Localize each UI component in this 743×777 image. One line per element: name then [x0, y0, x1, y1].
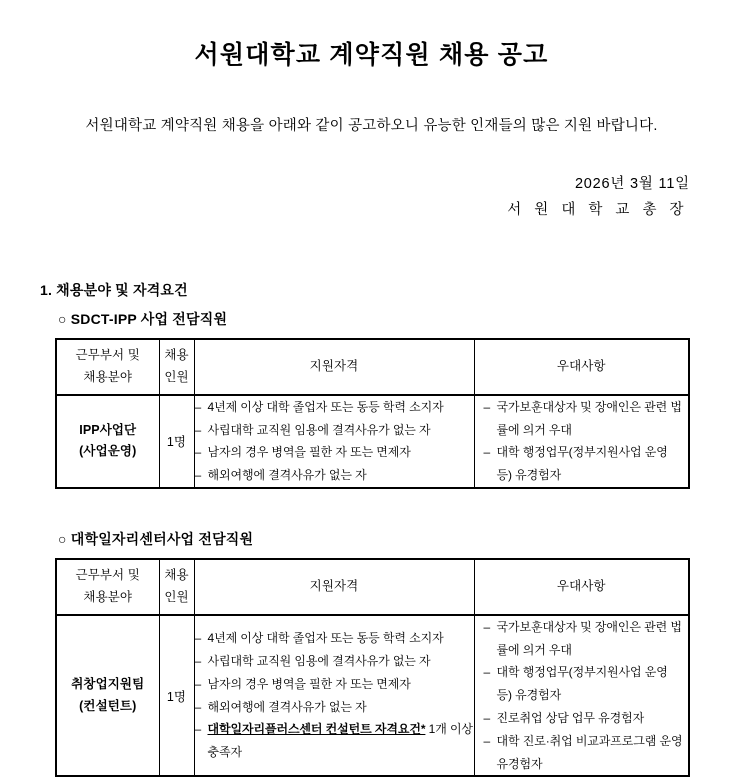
- list-item: – 국가보훈대상자 및 장애인은 관련 법률에 의거 우대: [484, 396, 684, 442]
- list-item: – 대학 진로·취업 비교과프로그램 운영 유경험자: [484, 730, 684, 776]
- list-item: – 해외여행에 결격사유가 없는 자: [195, 464, 474, 487]
- department-role: (사업운영): [79, 444, 137, 459]
- department-name: 취창업지원팀: [71, 677, 145, 692]
- department-role: (컨설턴트): [79, 698, 137, 713]
- list-item: – 사립대학 교직원 임용에 결격사유가 없는 자: [195, 650, 474, 673]
- header-department-line2: 채용분야: [83, 369, 133, 384]
- header-count-line1: 채용: [164, 567, 189, 582]
- subsection-heading-1: [0, 300, 743, 329]
- section-spacer: [0, 489, 743, 529]
- subsection-label-1: SDCT-IPP 사업 전담직원: [70, 311, 228, 328]
- header-department-line1: 근무부서 및: [75, 567, 140, 582]
- table-wrapper-1: [0, 329, 743, 489]
- list-item: – 대학 행정업무(정부지원사업 운영 등) 유경험자: [484, 661, 684, 707]
- list-item: – 진로취업 상담 업무 유경험자: [484, 707, 684, 730]
- cell-department: [56, 395, 159, 488]
- list-item: – 남자의 경우 병역을 필한 자 또는 면제자: [195, 441, 474, 464]
- circle-bullet-icon: ○: [58, 311, 67, 328]
- cell-qualification: [194, 615, 474, 777]
- list-item: – 해외여행에 결격사유가 없는 자: [195, 696, 474, 719]
- preference-list: [484, 616, 684, 776]
- list-item: – 사립대학 교직원 임용에 결격사유가 없는 자: [195, 419, 474, 442]
- section-heading-1: 1. 채용분야 및 자격요건: [40, 282, 188, 299]
- department-name: IPP사업단: [79, 423, 137, 438]
- header-department: [56, 559, 159, 615]
- qualification-list: [195, 396, 474, 487]
- subsection-label-2: 대학일자리센터사업 전담직원: [70, 530, 254, 547]
- list-item: – 대학 행정업무(정부지원사업 운영 등) 유경험자: [484, 441, 684, 487]
- qualification-emphasis-trailing: 1개 이상 충족자: [207, 722, 473, 760]
- header-department-line2: 채용분야: [83, 589, 133, 604]
- notice-date: 2026년 3월 11일: [574, 176, 690, 193]
- header-preference: 우대사항: [474, 559, 689, 615]
- list-item: – 남자의 경우 병역을 필한 자 또는 면제자: [195, 673, 474, 696]
- list-item-emphasized: [195, 718, 474, 764]
- qualification-emphasis: 대학일자리플러스센터 컨설턴트 자격요건*: [207, 722, 426, 737]
- header-count-line2: 인원: [164, 589, 189, 604]
- recruitment-table-2: [55, 558, 690, 777]
- cell-qualification: [194, 395, 474, 488]
- header-preference: 우대사항: [474, 339, 689, 395]
- table-row: [56, 615, 689, 777]
- qualification-list: [195, 627, 474, 764]
- table-wrapper-2: [0, 549, 743, 777]
- issuer-name: 서 원 대 학 교 총 장: [507, 201, 688, 218]
- header-count-line1: 채용: [164, 348, 189, 363]
- header-count: [159, 339, 194, 395]
- cell-count: 1명: [159, 395, 194, 488]
- table-row: [56, 395, 689, 488]
- list-item: – 국가보훈대상자 및 장애인은 관련 법률에 의거 우대: [484, 616, 684, 662]
- circle-bullet-icon: ○: [58, 530, 67, 547]
- list-item: – 4년제 이상 대학 졸업자 또는 동등 학력 소지자: [195, 396, 474, 419]
- header-department: [56, 339, 159, 395]
- cell-count: 1명: [159, 615, 194, 777]
- cell-preference: [474, 395, 689, 488]
- list-item: – 4년제 이상 대학 졸업자 또는 동등 학력 소지자: [195, 627, 474, 650]
- table-header-row: [56, 339, 689, 395]
- page-title: 서원대학교 계약직원 채용 공고: [194, 41, 549, 69]
- header-qualification: 지원자격: [194, 559, 474, 615]
- intro-paragraph: 서원대학교 계약직원 채용을 아래와 같이 공고하오니 유능한 인재들의 많은 지원 바랍니다.: [85, 118, 658, 134]
- header-count: [159, 559, 194, 615]
- header-department-line1: 근무부서 및: [75, 348, 140, 363]
- header-qualification: 지원자격: [194, 339, 474, 395]
- cell-preference: [474, 615, 689, 777]
- cell-department: [56, 615, 159, 777]
- signature-block: [0, 136, 743, 223]
- recruitment-table-1: [55, 338, 690, 489]
- table-header-row: [56, 559, 689, 615]
- subsection-heading-2: [0, 529, 743, 549]
- preference-list: [484, 396, 684, 487]
- header-count-line2: 인원: [164, 369, 189, 384]
